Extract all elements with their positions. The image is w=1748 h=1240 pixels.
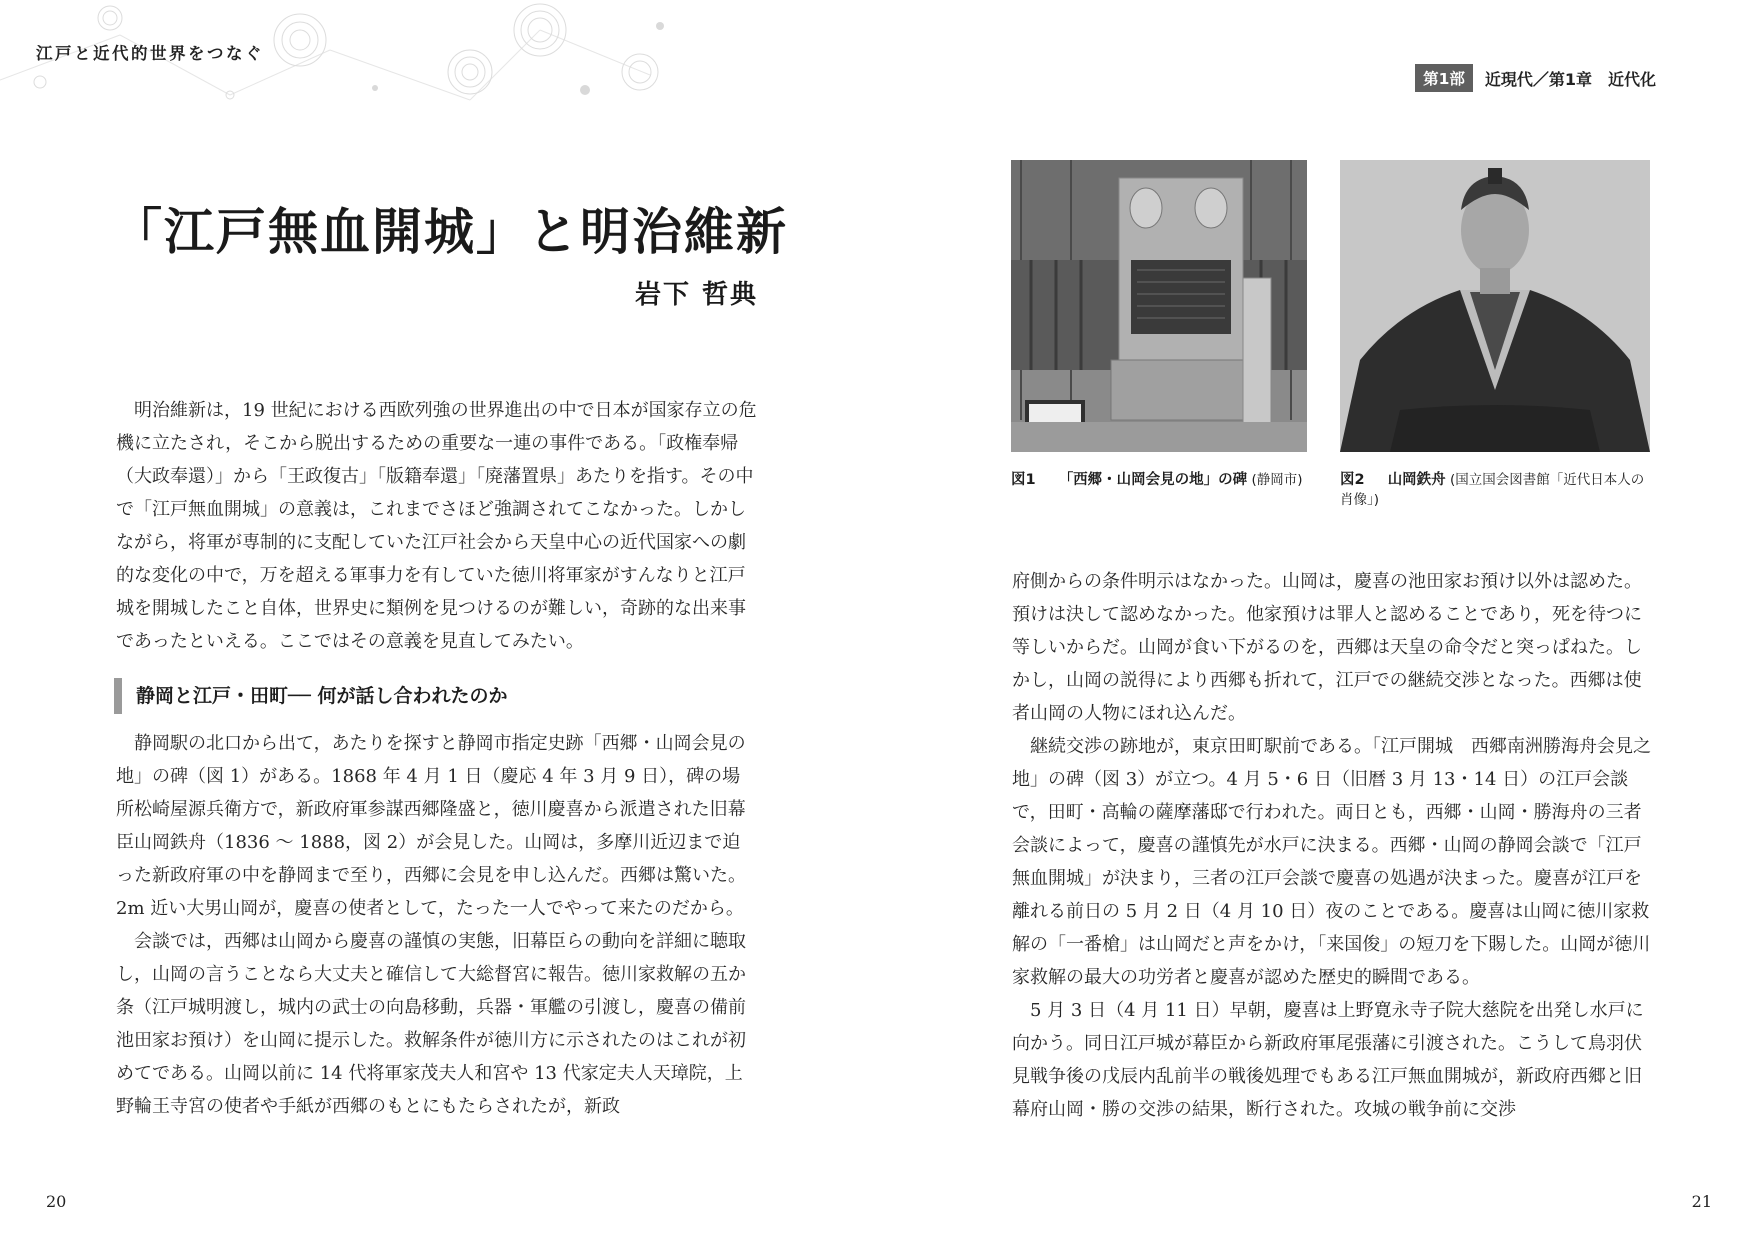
paragraph: 継続交渉の跡地が，東京田町駅前である。「江戸開城 西郷南洲勝海舟会見之地」の碑（図 3）が立つ。4 月 5・6 日（旧暦 3 月 13・14 日）の江戸会談で，田町・高輪の薩摩藩邸で行われた。両日とも，西郷・山岡・勝海舟の三者会談によって，慶喜の謹慎先が水戸に決まる。西郷・山岡の静岡会談で「江戸無血開城」が決まり，三者の江戸会談で慶喜の処遇が決まった。慶喜が江戸を離れる前日の 5 月 2 日（4 月 10 日）夜のことである。慶喜は山岡に徳川家救解の「一番槍」は山岡だと声をかけ，「来国俊」の短刀を下賜した。山岡が徳川家救解の最大の功労者と慶喜が認めた歴史的瞬間である。 [1012, 736, 1651, 988]
part-badge: 第1部 [1415, 64, 1473, 92]
chapter-path: 近現代／第1章 近代化 [1484, 69, 1656, 89]
section-heading: 静岡と江戸・田町── 何が話し合われたのか [114, 678, 754, 714]
series-title: 江戸と近代的世界をつなぐ [36, 44, 264, 63]
article-title: 「江戸無血開城」と明治維新 [112, 201, 788, 261]
figure-2-note: (国立国会図書館「近代日本人の肖像」) [1340, 472, 1645, 508]
author-name: 岩下 哲典 [634, 280, 758, 310]
left-body-text [116, 727, 758, 1123]
figure-1-note: (静岡市) [1251, 472, 1303, 488]
paragraph: 会談では，西郷は山岡から慶喜の謹慎の実態，旧幕臣らの動向を詳細に聴取し，山岡の言うことなら大丈夫と確信して大総督宮に報告。徳川家救解の五か条（江戸城明渡し，城内の武士の向島移動，兵器・軍艦の引渡し，慶喜の備前池田家お預け）を山岡に提示した。救解条件が徳川方に示されたのはこれが初めてである。山岡以前に 14 代将軍家茂夫人和宮や 13 代家定夫人天璋院，上野輪王寺宮の使者や手紙が西郷のもとにもたらされたが，新政 [116, 931, 746, 1117]
page-number-left: 20 [46, 1192, 67, 1211]
right-body-text [1012, 565, 1654, 1126]
figure-2-caption [1340, 470, 1652, 510]
running-head [1415, 64, 1656, 92]
paragraph: 府側からの条件明示はなかった。山岡は，慶喜の池田家お預け以外は認めた。預けは決して認めなかった。他家預けは罪人と認めることであり，死を待つに等しいからだ。山岡が食い下がるのを，西郷は天皇の命令だと突っぱねた。しかし，山岡の説得により西郷も折れて，江戸での継続交渉となった。西郷は使者山岡の人物にほれ込んだ。 [1012, 571, 1642, 724]
portrait-photo-image [1340, 160, 1650, 452]
intro-text [116, 394, 758, 658]
paragraph: 明治維新は，19 世紀における西欧列強の世界進出の中で日本が国家存立の危機に立たされ，そこから脱出するための重要な一連の事件である。「政権奉帰（大政奉還）」から「王政復古」「版籍奉還」「廃藩置県」あたりを指す。その中で「江戸無血開城」の意義は，これまでさほど強調されてこなかった。しかしながら，将軍が専制的に支配していた江戸社会から天皇中心の近代国家への劇的な変化の中で，万を超える軍事力を有していた徳川将軍家がすんなりと江戸城を開城したこと自体，世界史に類例を見つけるのが難しい，奇跡的な出来事であったといえる。ここではその意義を見直してみたい。 [116, 400, 757, 652]
paragraph: 静岡駅の北口から出て，あたりを探すと静岡市指定史跡「西郷・山岡会見の地」の碑（図 1）がある。1868 年 4 月 1 日（慶応 4 年 3 月 9 日），碑の場所松崎屋源兵衛方で，新政府軍参謀西郷隆盛と，徳川慶喜から派遣された旧幕臣山岡鉄舟（1836 ～ 1888，図 2）が会見した。山岡は，多摩川近辺まで迫った新政府軍の中を静岡まで至り，西郷に会見を申し込んだ。西郷は驚いた。2m 近い大男山岡が，慶喜の使者として，たった一人でやって来たのだから。 [116, 733, 746, 919]
paragraph: 5 月 3 日（4 月 11 日）早朝，慶喜は上野寛永寺子院大慈院を出発し水戸に向かう。同日江戸城が幕臣から新政府軍尾張藩に引渡された。こうして鳥羽伏見戦争後の戊辰内乱前半の戦後処理でもある江戸無血開城が，新政府西郷と旧幕府山岡・勝の交渉の結果，断行された。攻城の戦争前に交渉 [1012, 1000, 1644, 1120]
figure-1-title: 「西郷・山岡会見の地」の碑 [1058, 472, 1248, 488]
figure-1-caption [1011, 470, 1321, 490]
monument-photo-image [1011, 160, 1307, 452]
figure-2-label: 図2 [1340, 472, 1365, 488]
figure-monument-photo [1011, 160, 1307, 452]
figure-1-label: 図1 [1011, 472, 1036, 488]
page-number-right: 21 [1691, 1192, 1712, 1211]
figure-2-title: 山岡鉄舟 [1387, 472, 1446, 488]
figure-portrait-photo [1340, 160, 1650, 452]
